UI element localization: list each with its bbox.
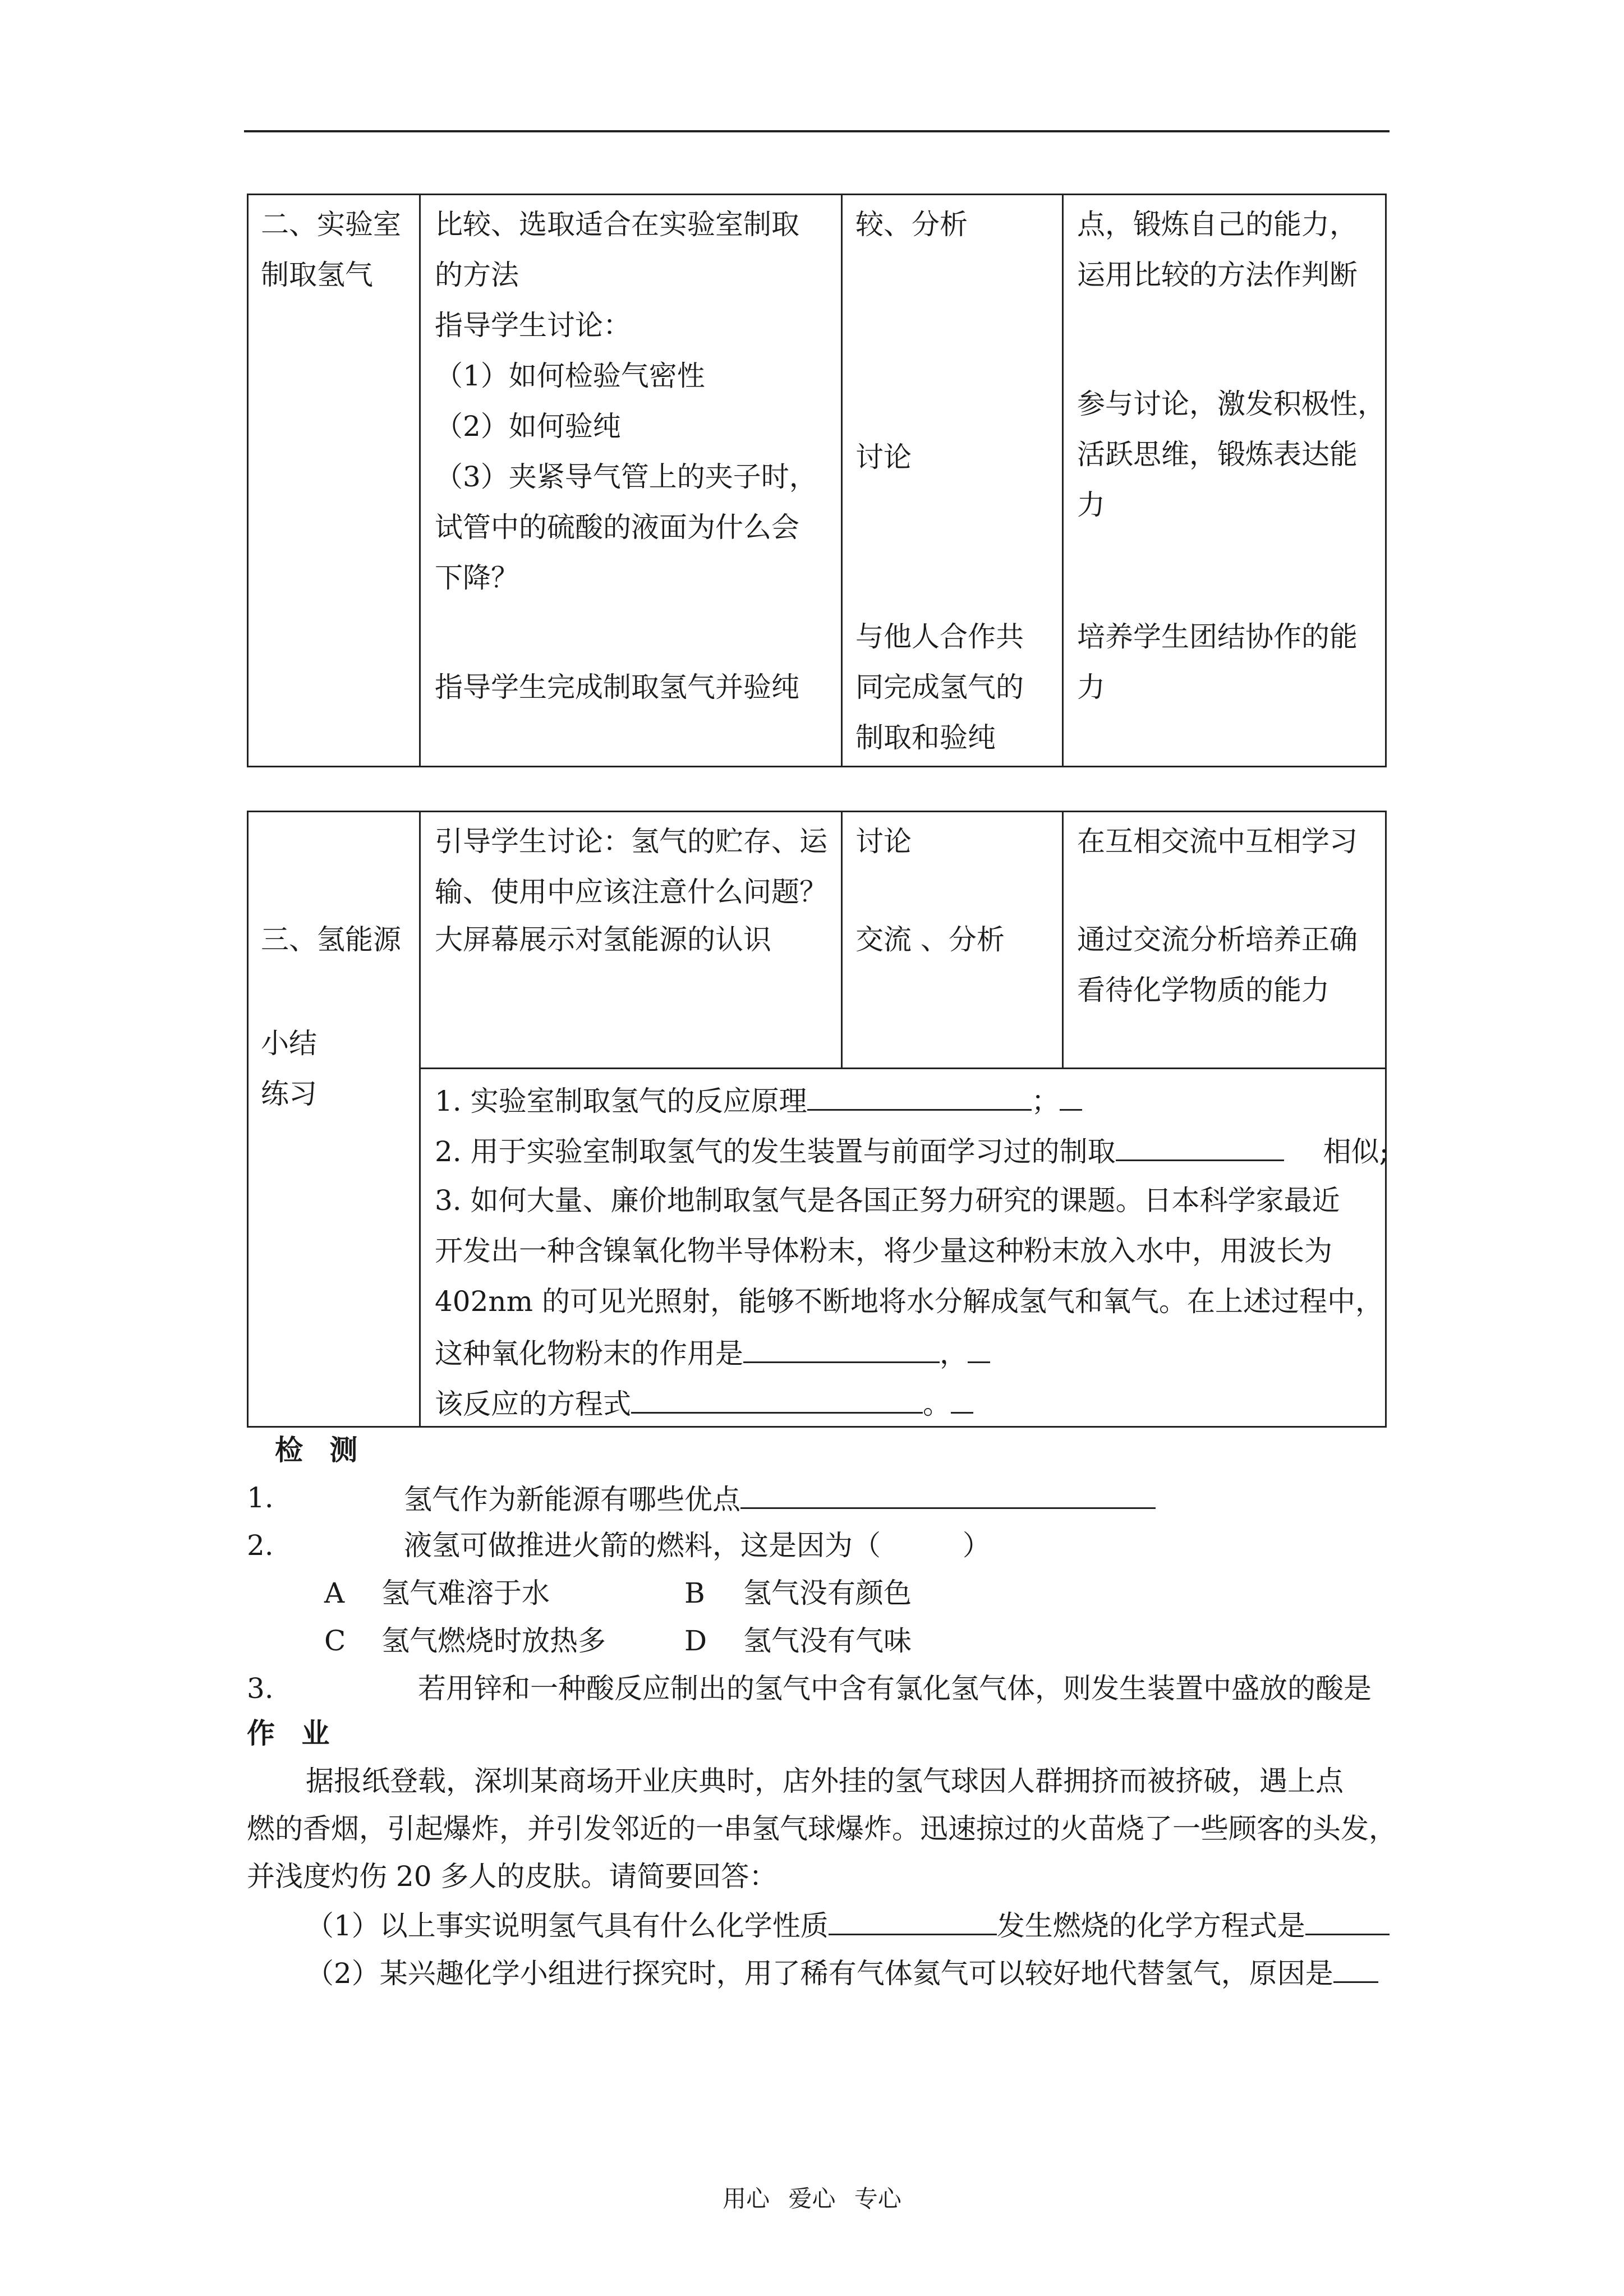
table-2-divider [841,811,843,1069]
table-2-student-text: 讨论 [855,825,912,858]
check-question-number: 3. [247,1672,274,1705]
answer-blank[interactable] [740,1473,1156,1509]
answer-blank[interactable] [807,1074,1009,1111]
practice-question: 2. 用于实验室制取氢气的发生装置与前面学习过的制取 相似; [435,1125,1388,1177]
option-text[interactable]: 氢气没有颜色 [743,1577,912,1609]
homework-question: （2）某兴趣化学小组进行探究时，用了稀有气体氦气可以较好地代替氢气，原因是 [306,1947,1378,1999]
table-1-intent-text: 培养学生团结协作的能 [1077,620,1358,653]
check-question-number: 2. [247,1529,274,1562]
header-rule [244,130,1390,132]
table-1-intent-text: 活跃思维，锻炼表达能 [1077,438,1358,471]
page-footer: 用心 爱心 专心 [723,2185,901,2212]
answer-blank[interactable] [1116,1125,1284,1161]
option-letter[interactable]: C [324,1625,346,1657]
option-letter[interactable]: A [324,1577,345,1609]
check-question: 液氢可做推进火箭的燃料，这是因为（ ） [404,1529,991,1562]
table-2-section-title: 小结 [261,1027,317,1060]
practice-question: 开发出一种含镍氧化物半导体粉末，将少量这种粉末放入水中，用波长为 [435,1235,1332,1267]
option-text[interactable]: 氢气难溶于水 [381,1577,550,1609]
table-2-student-text: 交流 、分析 [855,923,1005,956]
table-1-intent-text: 点，锻炼自己的能力， [1077,208,1358,241]
practice-question: 这种氧化物粉末的作用是 ， [435,1327,990,1379]
table-1-student-text: 讨论 [855,441,912,473]
table-1-teacher-text: （3）夹紧导气管上的夹子时， [435,461,817,493]
check-question-number: 1. [247,1481,274,1514]
table-1-section-title: 制取氢气 [261,259,373,291]
option-letter[interactable]: D [684,1625,707,1657]
table-1-intent-text: 参与讨论，激发积极性， [1077,388,1386,420]
table-1-teacher-text: 的方法 [435,259,519,291]
table-1-section-title: 二、实验室 [261,208,401,241]
table-1-student-text: 同完成氢气的 [855,671,1024,703]
table-2-teacher-text: 引导学生讨论：氢气的贮存、运 [435,825,827,858]
answer-blank[interactable] [1305,1899,1390,1935]
homework-paragraph: 据报纸登载，深圳某商场开业庆典时，店外挂的氢气球因人群拥挤而被挤破，遇上点 [306,1765,1344,1797]
table-1-intent-text: 力 [1077,671,1105,703]
table-1-divider [841,194,843,767]
table-2-section-title: 三、氢能源 [261,923,401,956]
table-1-teacher-text: （2）如何验纯 [435,410,621,443]
table-1-teacher-text: 指导学生讨论： [435,309,631,342]
option-text[interactable]: 氢气没有气味 [743,1625,912,1657]
table-2-teacher-text: 输、使用中应该注意什么问题？ [435,876,827,908]
table-1-teacher-text: 比较、选取适合在实验室制取 [435,208,799,241]
table-1-divider [419,194,421,767]
answer-blank[interactable] [1060,1074,1082,1111]
table-2-intent-text: 通过交流分析培养正确 [1077,923,1358,956]
table-1-teacher-text: 下降？ [435,562,519,594]
table-1-student-text: 较、分析 [855,208,968,241]
table-1-student-text: 与他人合作共 [855,620,1024,653]
option-text[interactable]: 氢气燃烧时放热多 [381,1625,606,1657]
answer-blank[interactable] [829,1899,997,1935]
check-question: 若用锌和一种酸反应制出的氢气中含有氯化氢气体，则发生装置中盛放的酸是 [418,1672,1372,1705]
table-2-intent-text: 看待化学物质的能力 [1077,974,1329,1006]
table-1-teacher-text: （1）如何检验气密性 [435,360,705,392]
practice-question: 1. 实验室制取氢气的反应原理 ； [435,1074,1082,1126]
table-2-divider [419,1068,1387,1069]
practice-question: 402nm 的可见光照射，能够不断地将水分解成氢气和氧气。在上述过程中， [435,1285,1383,1318]
answer-blank[interactable] [743,1327,940,1363]
table-1-intent-text: 运用比较的方法作判断 [1077,259,1358,291]
homework-question: （1）以上事实说明氢气具有什么化学性质 发生燃烧的化学方程式是 [306,1899,1390,1951]
table-2-teacher-text: 大屏幕展示对氢能源的认识 [435,923,771,956]
table-2-intent-text: 在互相交流中互相学习 [1077,825,1358,858]
practice-question: 3. 如何大量、廉价地制取氢气是各国正努力研究的课题。日本科学家最近 [435,1184,1340,1217]
practice-question: 该反应的方程式 。 [435,1377,973,1429]
table-1-intent-text: 力 [1077,489,1105,521]
table-2-divider [1062,811,1064,1069]
answer-blank[interactable] [1333,1947,1378,1983]
homework-heading: 作 业 [247,1717,330,1750]
option-letter[interactable]: B [684,1577,705,1609]
homework-paragraph: 燃的香烟，引起爆炸，并引发邻近的一串氢气球爆炸。迅速掠过的火苗烧了一些顾客的头发， [247,1812,1397,1845]
homework-paragraph: 并浅度灼伤 20 多人的皮肤。请简要回答： [247,1860,778,1893]
table-1-teacher-text: 指导学生完成制取氢气并验纯 [435,671,799,703]
answer-blank[interactable] [1009,1074,1032,1111]
check-heading: 检 测 [275,1433,358,1466]
table-1-divider [1062,194,1064,767]
table-2-section-title: 练习 [261,1078,317,1110]
table-2-divider [419,811,421,1428]
check-question: 氢气作为新能源有哪些优点 [404,1473,1156,1525]
table-1-teacher-text: 试管中的硫酸的液面为什么会 [435,511,799,544]
table-1-student-text: 制取和验纯 [855,721,996,754]
answer-blank[interactable] [968,1327,990,1363]
answer-blank[interactable] [631,1377,923,1414]
answer-blank[interactable] [951,1377,973,1414]
